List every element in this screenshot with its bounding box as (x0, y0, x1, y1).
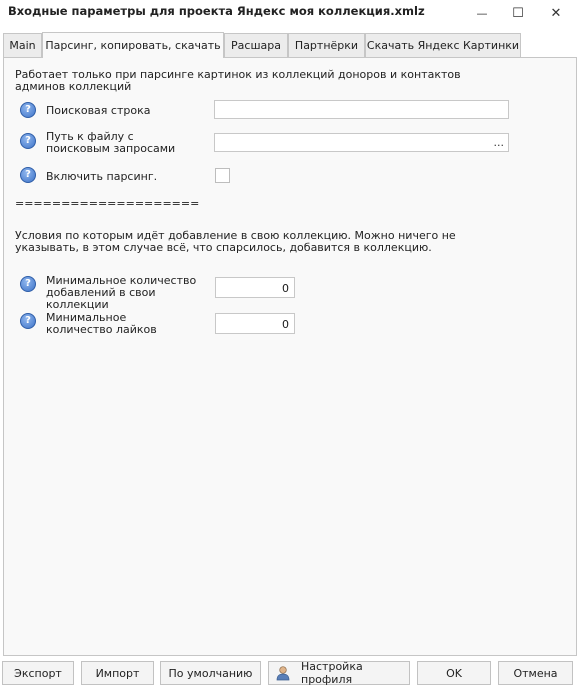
maximize-icon: ☐ (512, 5, 524, 21)
file-path-label: Путь к файлу с поисковым запросами (46, 130, 176, 155)
tab-parsing[interactable]: Парсинг, копировать, скачать (42, 32, 224, 58)
tab-share[interactable]: Расшара (224, 33, 288, 57)
intro-text: Работает только при парсинге картинок из коллекций доноров и контактов админов коллекций (15, 68, 461, 93)
tab-download-yandex-images[interactable]: Скачать Яндекс Картинки (365, 33, 521, 57)
conditions-text: Условия по которым идёт добавление в свою коллекцию. Можно ничего не указывать, в этом случае всё, что спарсилось, добавится в коллекцию. (15, 229, 456, 254)
close-button[interactable] (538, 0, 574, 26)
search-string-label: Поисковая строка (46, 104, 151, 117)
title-bar (0, 0, 580, 30)
enable-parsing-checkbox[interactable] (215, 168, 230, 183)
profile-settings-label: Настройка профиля (301, 660, 363, 686)
help-icon[interactable]: ? (20, 313, 36, 329)
import-button[interactable]: Импорт (81, 661, 154, 685)
help-icon[interactable]: ? (20, 167, 36, 183)
file-path-input[interactable] (214, 133, 509, 152)
browse-button[interactable]: ... (493, 136, 504, 149)
maximize-button[interactable] (500, 0, 536, 26)
default-button[interactable]: По умолчанию (160, 661, 261, 685)
user-profile-icon (275, 665, 291, 681)
window-title: Входные параметры для проекта Яндекс моя коллекция.xmlz (8, 4, 425, 18)
help-icon[interactable]: ? (20, 276, 36, 292)
minimize-icon: — (476, 6, 488, 20)
ok-button[interactable]: OK (417, 661, 491, 685)
search-string-input[interactable] (214, 100, 509, 119)
minimize-button[interactable] (464, 0, 500, 26)
tab-partners[interactable]: Партнёрки (288, 33, 365, 57)
export-button[interactable]: Экспорт (2, 661, 74, 685)
close-icon: ✕ (550, 5, 562, 21)
enable-parsing-label: Включить парсинг. (46, 170, 158, 183)
min-likes-label: Минимальное количество лайков (46, 311, 157, 336)
min-added-label: Минимальное количество добавлений в свои коллекции (46, 274, 197, 311)
help-icon[interactable]: ? (20, 102, 36, 118)
min-added-input[interactable]: 0 (215, 277, 295, 298)
tab-main[interactable]: Main (3, 33, 42, 57)
help-icon[interactable]: ? (20, 133, 36, 149)
tab-panel-parsing (3, 57, 577, 656)
min-likes-input[interactable]: 0 (215, 313, 295, 334)
profile-settings-button[interactable] (268, 661, 410, 685)
cancel-button[interactable]: Отмена (498, 661, 573, 685)
tab-strip (0, 33, 580, 58)
separator-text: ==================== (15, 197, 200, 210)
